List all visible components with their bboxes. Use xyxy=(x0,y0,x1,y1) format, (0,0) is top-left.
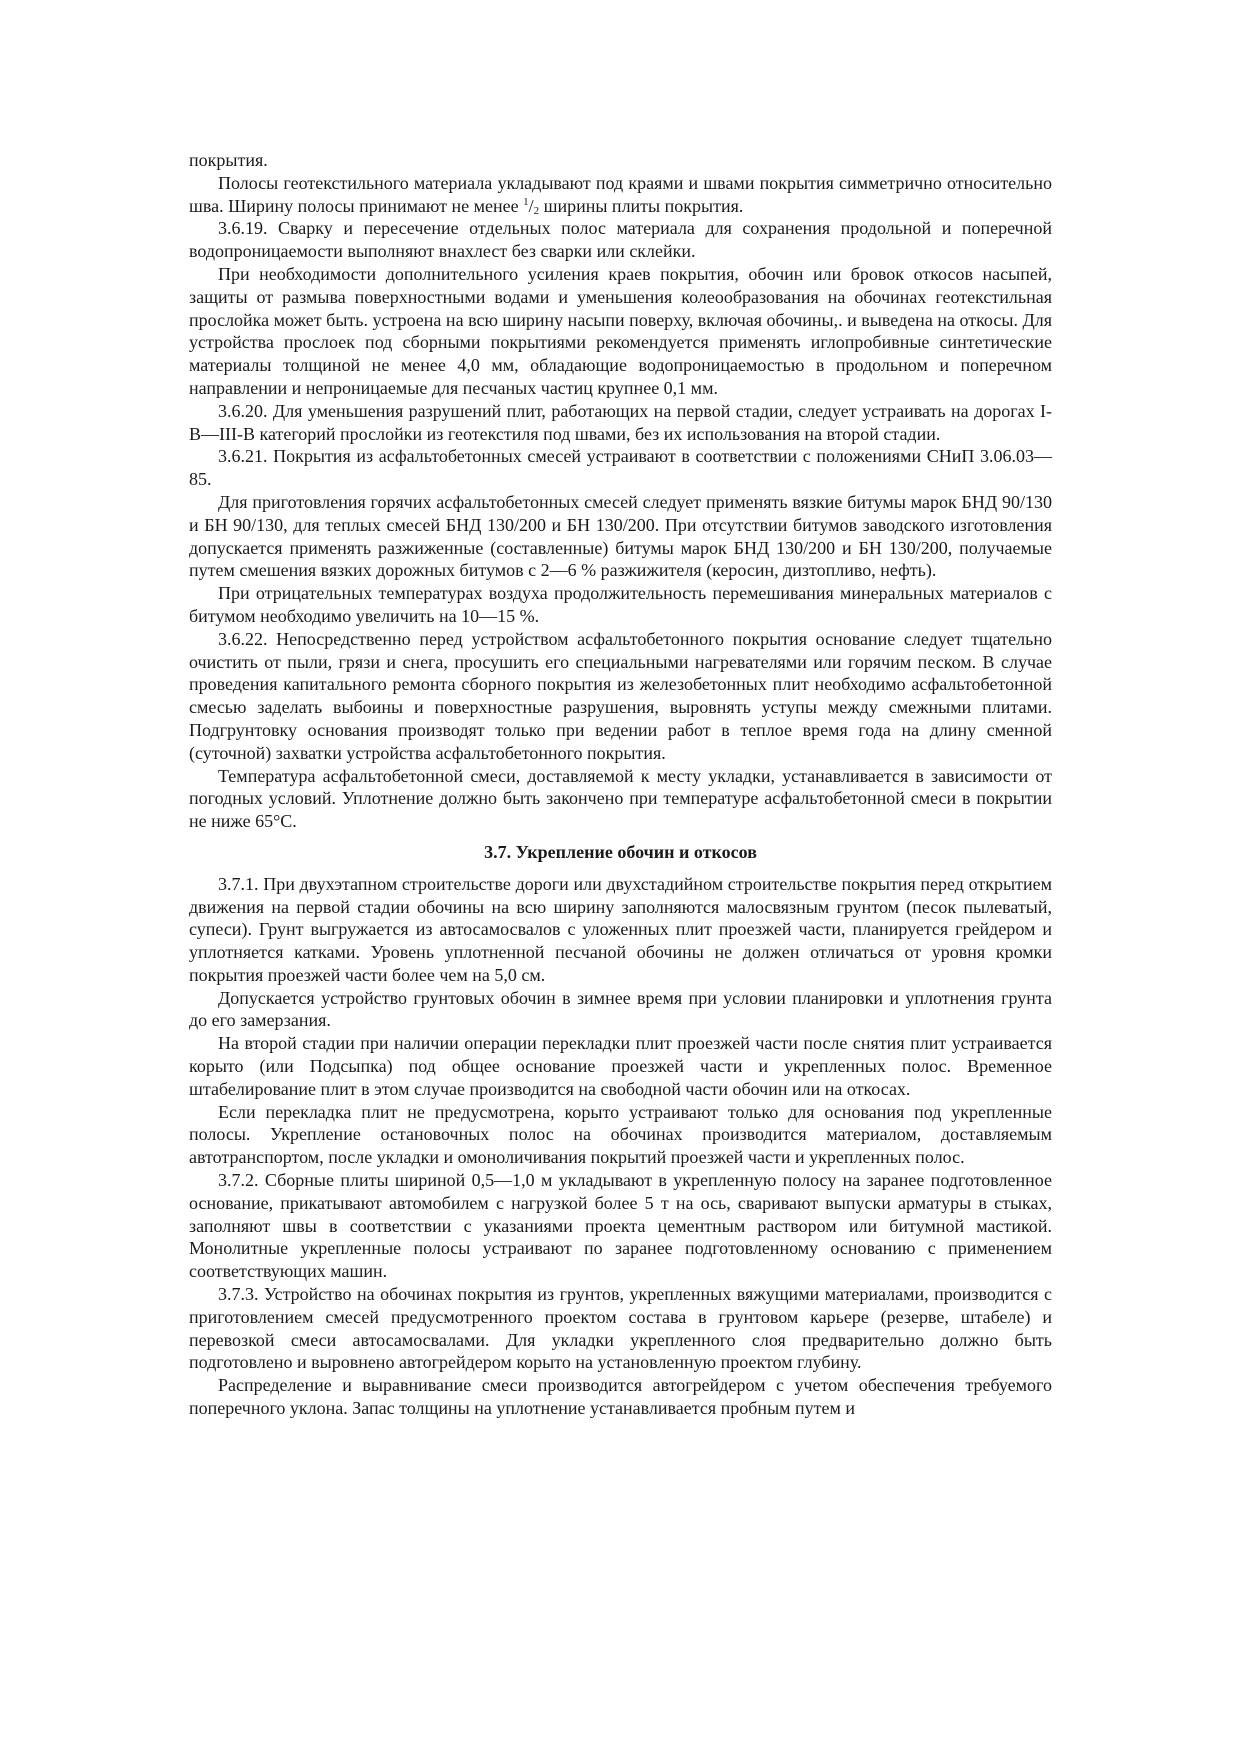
paragraph: При необходимости дополнительного усиления краев покрытия, обочин или бровок откосов насыпей, защиты от размыва поверхностными водами и уменьшения колеообразования на обочинах геотекстильная прослойка может быть. устроена на всю ширину насыпи поверху, включая обочины,. и выведена на откосы. Для устройства прослоек под сборными покрытиями рекомендуется применять иглопробивные синтетические материалы толщиной не менее 4,0 мм, обладающие водопроницаемостью в продольном и поперечном направлении и непроницаемые для песчаных частиц крупнее 0,1 мм. xyxy=(189,263,1052,398)
paragraph: Если перекладка плит не предусмотрена, корыто устраивают только для основания под укрепленные полосы. Укрепление остановочных полос на обочинах производится материалом, доставляемым автотранспортом, после укладки и омоноличивания покрытий проезжей части и укрепленных полос. xyxy=(189,1101,1052,1168)
paragraph: 3.7.2. Сборные плиты шириной 0,5—1,0 м укладывают в укрепленную полосу на заранее подготовленное основание, прикатывают автомобилем с нагрузкой более 5 т на ось, сваривают выпуски арматуры в стыках, заполняют швы в соответствии с указаниями проекта цементным раствором или битумной мастикой. Монолитные укрепленные полосы устраивают по заранее подготовленному основанию с применением соответствующих машин. xyxy=(189,1170,1052,1282)
paragraph: Допускается устройство грунтовых обочин в зимнее время при условии планировки и уплотнения грунта до его замерзания. xyxy=(189,987,1052,1031)
fraction-numerator: 1 xyxy=(523,195,529,208)
document-page xyxy=(189,149,1052,1420)
section-heading: 3.7. Укрепление обочин и откосов xyxy=(484,841,757,862)
fraction-one-half xyxy=(523,196,539,216)
paragraph: Распределение и выравнивание смеси производится автогрейдером с учетом обеспечения требуемого поперечного уклона. Запас толщины на уплотнение устанавливается пробным путем и xyxy=(189,1375,1052,1419)
paragraph: Для приготовления горячих асфальтобетонных смесей следует применять вязкие битумы марок БНД 90/130 и БН 90/130, для теплых смесей БНД 130/200 и БН 130/200. При отсутствии битумов заводского изготовления допускается применять разжиженные (составленные) битумы марок БНД 130/200 и БН 130/200, получаемые путем смешения вязких дорожных битумов с 2—6 % разжижителя (керосин, дизтопливо, нефть). xyxy=(189,491,1052,581)
paragraph: На второй стадии при наличии операции перекладки плит проезжей части после снятия плит устраивается корыто (или Подсыпка) под общее основание проезжей части и укрепленных полос. Временное штабелирование плит в этом случае производится на свободной части обочин или на откосах. xyxy=(189,1033,1052,1099)
paragraph: 3.6.21. Покрытия из асфальтобетонных смесей устраивают в соответствии с положениями СНиП 3.06.03—85. xyxy=(189,446,1052,490)
paragraph: Температура асфальтобетонной смеси, доставляемой к месту укладки, устанавливается в зависимости от погодных условий. Уплотнение должно быть закончено при температуре асфальтобетонной смеси в покрытии не ниже 65°С. xyxy=(189,765,1052,832)
paragraph xyxy=(189,172,1052,218)
paragraph: покрытия. xyxy=(189,150,268,170)
fraction-separator: / xyxy=(528,195,534,216)
paragraph-text: ширины плиты покрытия. xyxy=(539,195,744,216)
paragraph-text: Полосы геотекстильного материала укладывают под краями и швами покрытия симметрично относительно шва. Ширину полосы принимают не менее xyxy=(189,172,1052,216)
paragraph: 3.6.20. Для уменьшения разрушений плит, работающих на первой стадии, следует устраивать на дорогах I-В—III-В категорий прослойки из геотекстиля под швами, без их использования на второй стадии. xyxy=(189,400,1052,444)
paragraph: 3.7.1. При двухэтапном строительстве дороги или двухстадийном строительстве покрытия перед открытием движения на первой стадии обочины на всю ширину заполняются малосвязным грунтом (песок пылеватый, супеси). Грунт выгружается из автосамосвалов с уложенных плит проезжей части, планируется грейдером и уплотняется катками. Уровень уплотненной песчаной обочины не должен отличаться от уровня кромки покрытия проезжей части более чем на 5,0 см. xyxy=(189,873,1052,985)
paragraph: 3.6.19. Сварку и пересечение отдельных полос материала для сохранения продольной и поперечной водопроницаемости выполняют внахлест без сварки или склейки. xyxy=(189,218,1052,262)
paragraph: При отрицательных температурах воздуха продолжительность перемешивания минеральных материалов с битумом необходимо увеличить на 10—15 %. xyxy=(189,583,1052,626)
paragraph: 3.6.22. Непосредственно перед устройством асфальтобетонного покрытия основание следует тщательно очистить от пыли, грязи и снега, просушить его специальными нагревателями или горячим песком. В случае проведения капитального ремонта сборного покрытия из железобетонных плит необходимо асфальтобетонной смесью заделать выбоины и поверхностные разрушения, выровнять уступы между смежными плитами. Подгрунтовку основания производят только при ведении работ в теплое время года на длину сменной (суточной) захватки устройства асфальтобетонного покрытия. xyxy=(189,628,1052,763)
fraction-denominator: 2 xyxy=(533,204,540,217)
paragraph: 3.7.3. Устройство на обочинах покрытия из грунтов, укрепленных вяжущими материалами, производится с приготовлением смесей предусмотренного проектом состава в грунтовом карьере (резерве, штабеле) и перевозкой смеси автосамосвалами. Для укладки укрепленного слоя предварительно должно быть подготовлено и выровнено автогрейдером корыто на установленную проектом глубину. xyxy=(189,1284,1052,1373)
